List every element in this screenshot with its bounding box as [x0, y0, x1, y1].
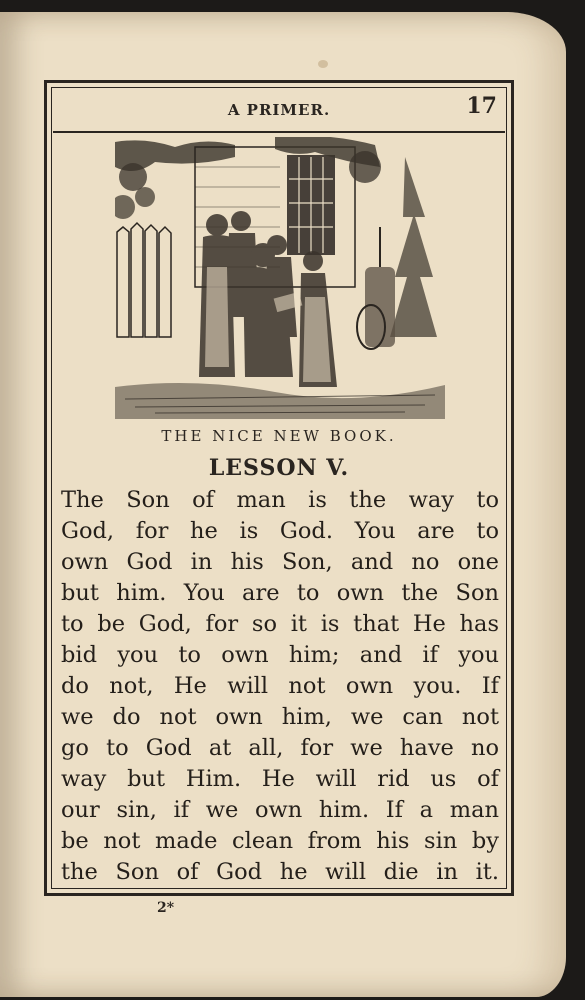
text-line: The Son of man is the way to: [61, 487, 499, 513]
lesson-text: [61, 485, 499, 888]
text-line: way but Him. He will rid us of: [61, 766, 499, 792]
header-rule: [53, 131, 505, 133]
text-line: our sin, if we own him. If a man: [61, 797, 499, 823]
text-line: but him. You are to own the Son: [61, 580, 499, 606]
text-line: we do not own him, we can not: [61, 704, 499, 730]
signature-mark: 2*: [157, 900, 175, 916]
text-line: go to God at all, for we have no: [61, 735, 499, 761]
text-line: God, for he is God. You are to: [61, 518, 499, 544]
book-page: [0, 12, 566, 997]
text-line: own God in his Son, and no one: [61, 549, 499, 575]
text-line: bid you to own him; and if you: [61, 642, 499, 668]
text-line: do not, He will not own you. If: [61, 673, 499, 699]
woodcut-illustration: [115, 137, 445, 419]
illustration-caption: THE NICE NEW BOOK.: [161, 427, 397, 445]
text-frame: [44, 80, 514, 896]
text-line: be not made clean from his sin by: [61, 828, 499, 854]
running-head: A PRIMER.: [227, 101, 331, 119]
lesson-title: LESSON V.: [208, 455, 350, 481]
page-number: 17: [466, 93, 497, 119]
text-line: to be God, for so it is that He has: [61, 611, 499, 637]
paper-stain: [318, 60, 328, 68]
text-line: the Son of God he will die in it.: [61, 859, 499, 885]
